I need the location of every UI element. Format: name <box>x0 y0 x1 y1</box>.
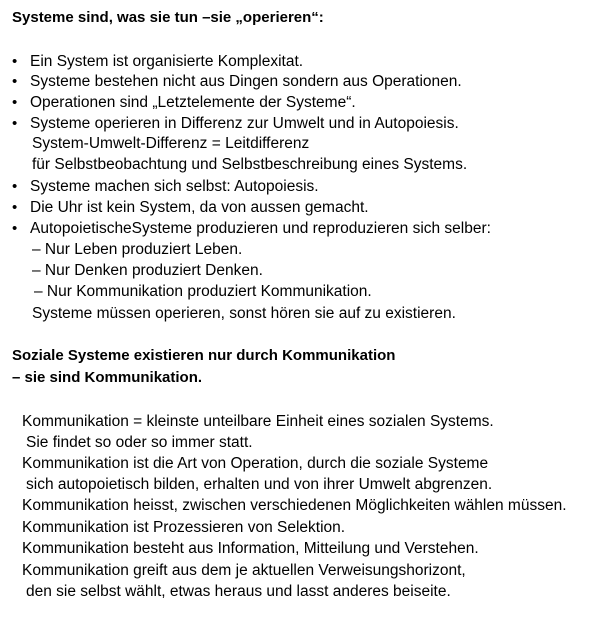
text-line: sich autopoietisch bilden, erhalten und von ihrer Umwelt abgrenzen. <box>26 476 493 493</box>
sub-item: – Nur Denken produziert Denken. <box>32 262 263 279</box>
sub-item: – Nur Leben produziert Leben. <box>32 241 243 258</box>
list-item: AutopoietischeSysteme produzieren und reproduzieren sich selber: <box>30 220 491 237</box>
text-line: Kommunikation heisst, zwischen verschiedenen Möglichkeiten wählen müssen. <box>22 497 567 514</box>
text-line: Kommunikation ist die Art von Operation, durch die soziale Systeme <box>22 455 489 472</box>
list-item: Operationen sind „Letztelemente der Systeme“. <box>30 94 356 111</box>
bullet-marker: • <box>12 94 18 111</box>
bullet-marker: • <box>12 115 18 132</box>
list-item: Die Uhr ist kein System, da von aussen gemacht. <box>30 199 369 216</box>
text-line: Sie findet so oder so immer statt. <box>26 434 253 451</box>
list-item-continuation: Systeme müssen operieren, sonst hören sie auf zu existieren. <box>32 305 456 322</box>
text-line: Kommunikation greift aus dem je aktuellen Verweisungshorizont, <box>22 562 466 579</box>
list-item: Systeme bestehen nicht aus Dingen sondern aus Operationen. <box>30 73 462 90</box>
list-item-continuation: System-Umwelt-Differenz = Leitdifferenz <box>32 135 310 152</box>
list-item-continuation: für Selbstbeobachtung und Selbstbeschreibung eines Systems. <box>32 156 468 173</box>
list-item: Systeme machen sich selbst: Autopoiesis. <box>30 178 319 195</box>
bullet-marker: • <box>12 178 18 195</box>
list-item: Ein System ist organisierte Komplexitat. <box>30 53 304 70</box>
bullet-marker: • <box>12 199 18 216</box>
text-line: den sie selbst wählt, etwas heraus und lasst anderes beiseite. <box>26 583 451 600</box>
text-line: Kommunikation = kleinste unteilbare Einheit eines sozialen Systems. <box>22 413 494 430</box>
heading-soziale-systeme: Soziale Systeme existieren nur durch Kommunikation <box>12 347 396 364</box>
text-line: Kommunikation ist Prozessieren von Selektion. <box>22 519 346 536</box>
text-line: Kommunikation besteht aus Information, Mitteilung und Verstehen. <box>22 540 479 557</box>
heading-systeme: Systeme sind, was sie tun –sie „operieren“: <box>12 9 324 26</box>
list-item: Systeme operieren in Differenz zur Umwelt und in Autopoiesis. <box>30 115 459 132</box>
heading-soziale-systeme-sub: – sie sind Kommunikation. <box>12 369 203 386</box>
bullet-marker: • <box>12 53 18 70</box>
bullet-marker: • <box>12 220 18 237</box>
bullet-marker: • <box>12 73 18 90</box>
sub-item: – Nur Kommunikation produziert Kommunikation. <box>34 283 372 300</box>
